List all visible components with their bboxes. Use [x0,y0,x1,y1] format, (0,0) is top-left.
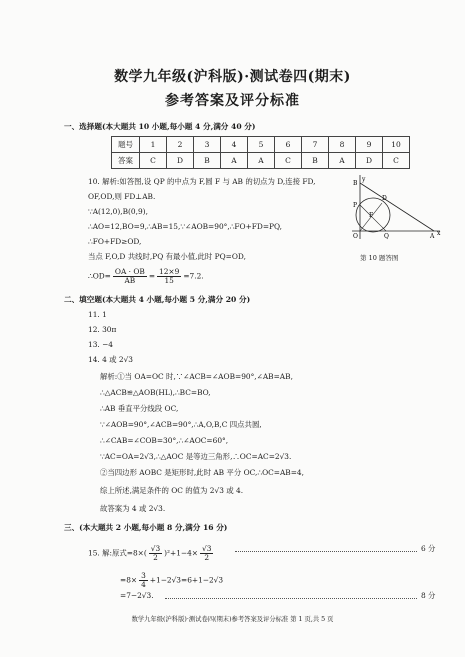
q15-line-3: =7−2√3. [120,591,154,600]
q10-line: 当点 F,O,D 共线时,PQ 有最小值,此时 PQ=OD, [88,252,246,261]
table-row-numbers [112,137,410,153]
table-cell: 3 [194,137,221,153]
q10-line: ∴FO+FD≥OD, [88,237,142,246]
q14-line: 解析:①当 OA=OC 时,∵∠ACB=∠AOB=90°,∠AB=AB, [100,372,293,381]
table-cell: 7 [302,137,329,153]
row-label: 题号 [112,137,140,153]
table-cell: D [167,153,194,169]
answer-13: 13. −4 [88,340,113,349]
answer-12: 12. 30π [88,325,117,334]
label-q: Q [384,233,389,240]
q14-line: ∴△ACB≌△AOB(HL),∴BC=BO, [100,388,211,397]
q10-line: ∵A(12,0),B(0,9), [88,207,148,216]
q10-line: 10. 解析:如答图,设 QP 的中点为 F,圆 F 与 AB 的切点为 D,连接 FD, [88,177,316,186]
table-cell: B [194,153,221,169]
table-cell: B [302,153,329,169]
table-cell: A [221,153,248,169]
label-o: O [353,233,358,240]
q14-line: ∵∠AOB=90°,∠ACB=90°,∴A,O,B,C 四点共圆, [100,420,262,429]
formula-result: =7.2. [183,271,204,281]
label-d: D [382,195,387,202]
q10-line: ∴AO=12,BO=9,∴AB=15,∵∠AOB=90°,∴FO+FD=PQ, [88,222,283,231]
table-cell: 1 [140,137,167,153]
table-cell: A [248,153,275,169]
answer-11: 11. 1 [88,310,107,319]
answer-14: 14. 4 或 2√3 [88,355,134,364]
section-3-heading: 三、(本大题共 2 小题,每小题 8 分,满分 16 分) [64,523,228,532]
q10-line: OF,OD,则 FD⊥AB. [88,192,156,201]
fraction: $\frac{12\times 9}{15}$ [159,267,180,285]
section-2-heading: 二、填空题(本大题共 4 小题,每小题 5 分,满分 20 分) [64,295,251,304]
table-cell: A [329,153,356,169]
row-label: 答案 [112,153,140,169]
section-1-heading: 一、选择题(本大题共 10 小题,每小题 4 分,满分 40 分) [64,122,256,131]
document-title: 数学九年级(沪科版)·测试卷四(期末) [114,69,351,85]
dotted-leader [165,598,417,599]
table-cell: 10 [383,137,410,153]
table-cell: 4 [221,137,248,153]
fraction: $\frac{OA \cdot OB}{AB}$ [114,267,145,285]
q15-line-1: 15. 解:原式=8×( $\frac{√3}{2}$ )²+1−4× $\frac{√3}{2}$ [88,544,212,562]
dotted-leader [235,551,417,552]
table-cell: C [383,153,410,169]
table-cell: 9 [356,137,383,153]
q14-line: ②当四边形 AOBC 是矩形时,此时 AB 平分 OC,∴OC=AB=4, [100,468,304,477]
answer-table [111,136,410,169]
score-label: 8 分 [421,591,436,600]
table-row-answers [112,153,410,169]
formula-prefix: ∴OD= [88,271,111,281]
page-footer: 数学九年级(沪科版)·测试卷四(期末)参考答案及评分标准 第 1 页,共 5 页 [131,616,334,623]
label-a: A [430,233,435,240]
label-b: B [353,180,358,187]
table-cell: 8 [329,137,356,153]
label-f: F [369,212,374,219]
label-x: x [437,230,441,237]
table-cell: C [275,153,302,169]
table-cell: 2 [167,137,194,153]
q14-line: 综上所述,满足条件的 OC 的值为 2√3 或 4. [100,486,244,495]
label-p: P [353,202,358,209]
q10-formula: ∴OD= $\frac{OA \cdot OB}{AB}$ = $\frac{12\times 9}{15}$ =7.2. [88,267,204,285]
document-subtitle: 参考答案及评分标准 [165,93,300,109]
q14-line: ∴AB 垂直平分线段 OC, [100,404,179,413]
score-label: 6 分 [421,544,436,553]
table-cell: 5 [248,137,275,153]
label-y: y [362,176,366,183]
q10-figure [342,175,442,255]
table-cell: D [356,153,383,169]
q15-line-2: =8× $\frac{3}{4}$ +1−2√3=6+1−2√3 [120,571,224,589]
table-cell: 6 [275,137,302,153]
q14-line: 故答案为 4 或 2√3. [100,504,166,513]
q14-line: ∵AC=OA=2√3,∴△AOC 是等边三角形,∴OC=AC=2√3. [100,452,292,461]
q14-line: ∴∠CAB=∠COB=30°,∴∠AOC=60°, [100,436,229,445]
table-cell: C [140,153,167,169]
figure-caption: 第 10 题答图 [360,254,399,262]
